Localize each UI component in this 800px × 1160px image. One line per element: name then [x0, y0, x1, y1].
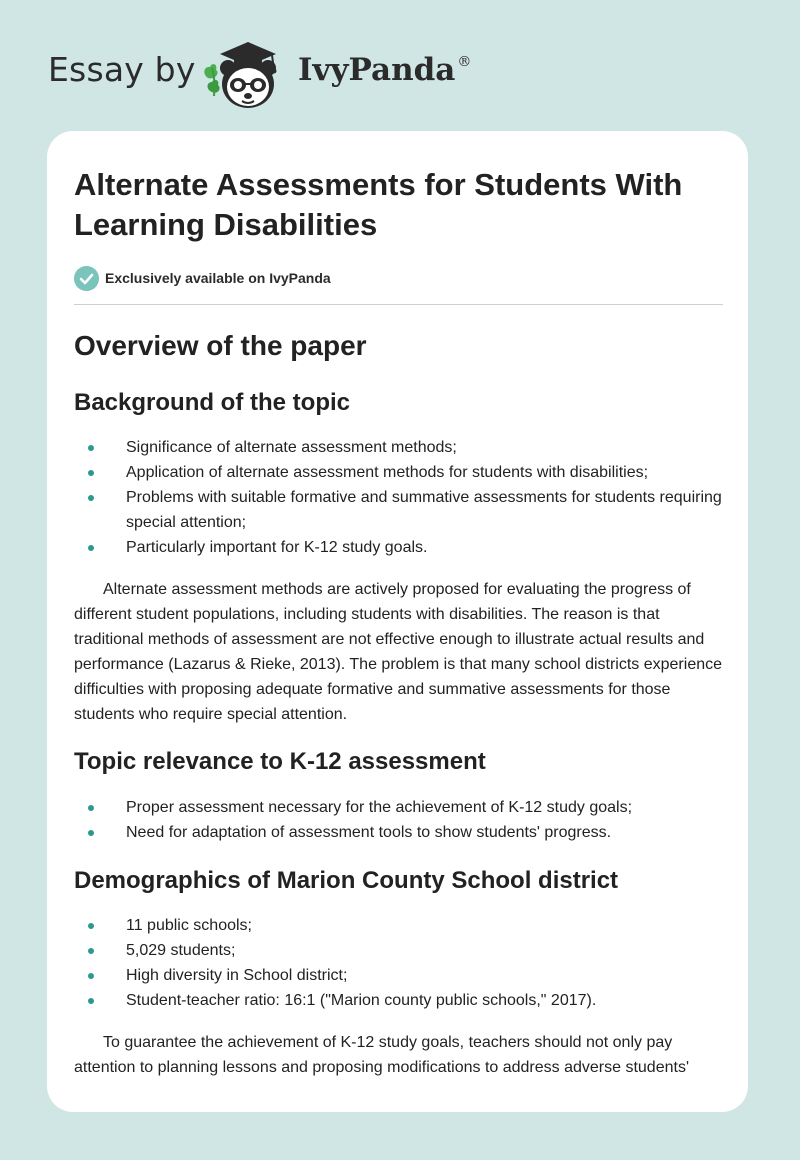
- overview-heading: Overview of the paper: [74, 330, 367, 361]
- essay-by-label: Essay by: [48, 50, 196, 89]
- background-heading: Background of the topic: [74, 389, 350, 416]
- list-item-text: 11 public schools;: [126, 917, 252, 934]
- relevance-heading: Topic relevance to K-12 assessment: [74, 748, 486, 775]
- bullet-icon: [88, 948, 94, 954]
- list-item-text: Need for adaptation of assessment tools to show students' progress.: [126, 824, 612, 841]
- bullet-icon: [88, 470, 94, 476]
- list-item-text: Student-teacher ratio: 16:1 ("Marion county public schools," 2017).: [126, 992, 597, 1009]
- demographics-heading: Demographics of Marion County School district: [74, 867, 619, 894]
- article-content: [74, 165, 724, 1080]
- list-item: [74, 535, 724, 560]
- list-item: [74, 963, 724, 988]
- bullet-icon: [88, 973, 94, 979]
- article-title: Alternate Assessments for Students With Learning Disabilities: [74, 167, 683, 242]
- bullet-icon: [88, 923, 94, 929]
- article-card: [47, 131, 748, 1112]
- list-item-text: Significance of alternate assessment methods;: [126, 439, 457, 456]
- bullet-icon: [88, 495, 94, 501]
- site-header: [48, 30, 748, 110]
- list-item: [74, 435, 724, 460]
- demographics-paragraph: To guarantee the achievement of K-12 study goals, teachers should not only pay attention to planning lessons and proposing modifications to address adverse students': [74, 1034, 689, 1076]
- list-item: [74, 460, 724, 485]
- list-item-text: High diversity in School district;: [126, 967, 348, 984]
- bullet-icon: [88, 545, 94, 551]
- bullet-icon: [88, 998, 94, 1004]
- background-list: [74, 435, 724, 560]
- list-item: [74, 795, 724, 820]
- list-item-text: 5,029 students;: [126, 942, 236, 959]
- exclusive-badge-label: Exclusively available on IvyPanda: [105, 270, 331, 286]
- bullet-icon: [88, 445, 94, 451]
- list-item-text: Application of alternate assessment methods for students with disabilities;: [126, 464, 649, 481]
- registered-mark: ®: [457, 54, 472, 70]
- list-item: [74, 485, 724, 535]
- title-divider: [74, 304, 723, 305]
- panda-logo-icon[interactable]: [200, 34, 292, 114]
- list-item: [74, 820, 724, 845]
- list-item: [74, 988, 724, 1013]
- bullet-icon: [88, 805, 94, 811]
- brand-text: IvyPanda: [298, 52, 456, 88]
- list-item-text: Proper assessment necessary for the achievement of K-12 study goals;: [126, 799, 633, 816]
- list-item: [74, 938, 724, 963]
- bullet-icon: [88, 830, 94, 836]
- check-circle-icon: [74, 266, 99, 291]
- list-item: [74, 913, 724, 938]
- relevance-list: [74, 795, 724, 845]
- list-item-text: Problems with suitable formative and summative assessments for students requiring special attention;: [126, 489, 722, 531]
- list-item-text: Particularly important for K-12 study goals.: [126, 539, 428, 556]
- exclusive-badge: [74, 265, 724, 291]
- brand-name[interactable]: [298, 52, 471, 88]
- demographics-list: [74, 913, 724, 1013]
- background-paragraph: Alternate assessment methods are actively proposed for evaluating the progress of different student populations, including students with disabilities. The reason is that traditional methods of assessment are not effective enough to illustrate actual results and performance (Lazarus & Rieke, 2013). The problem is that many school districts experience difficulties with proposing adequate formative and summative assessments for those students who require special attention.: [74, 581, 723, 723]
